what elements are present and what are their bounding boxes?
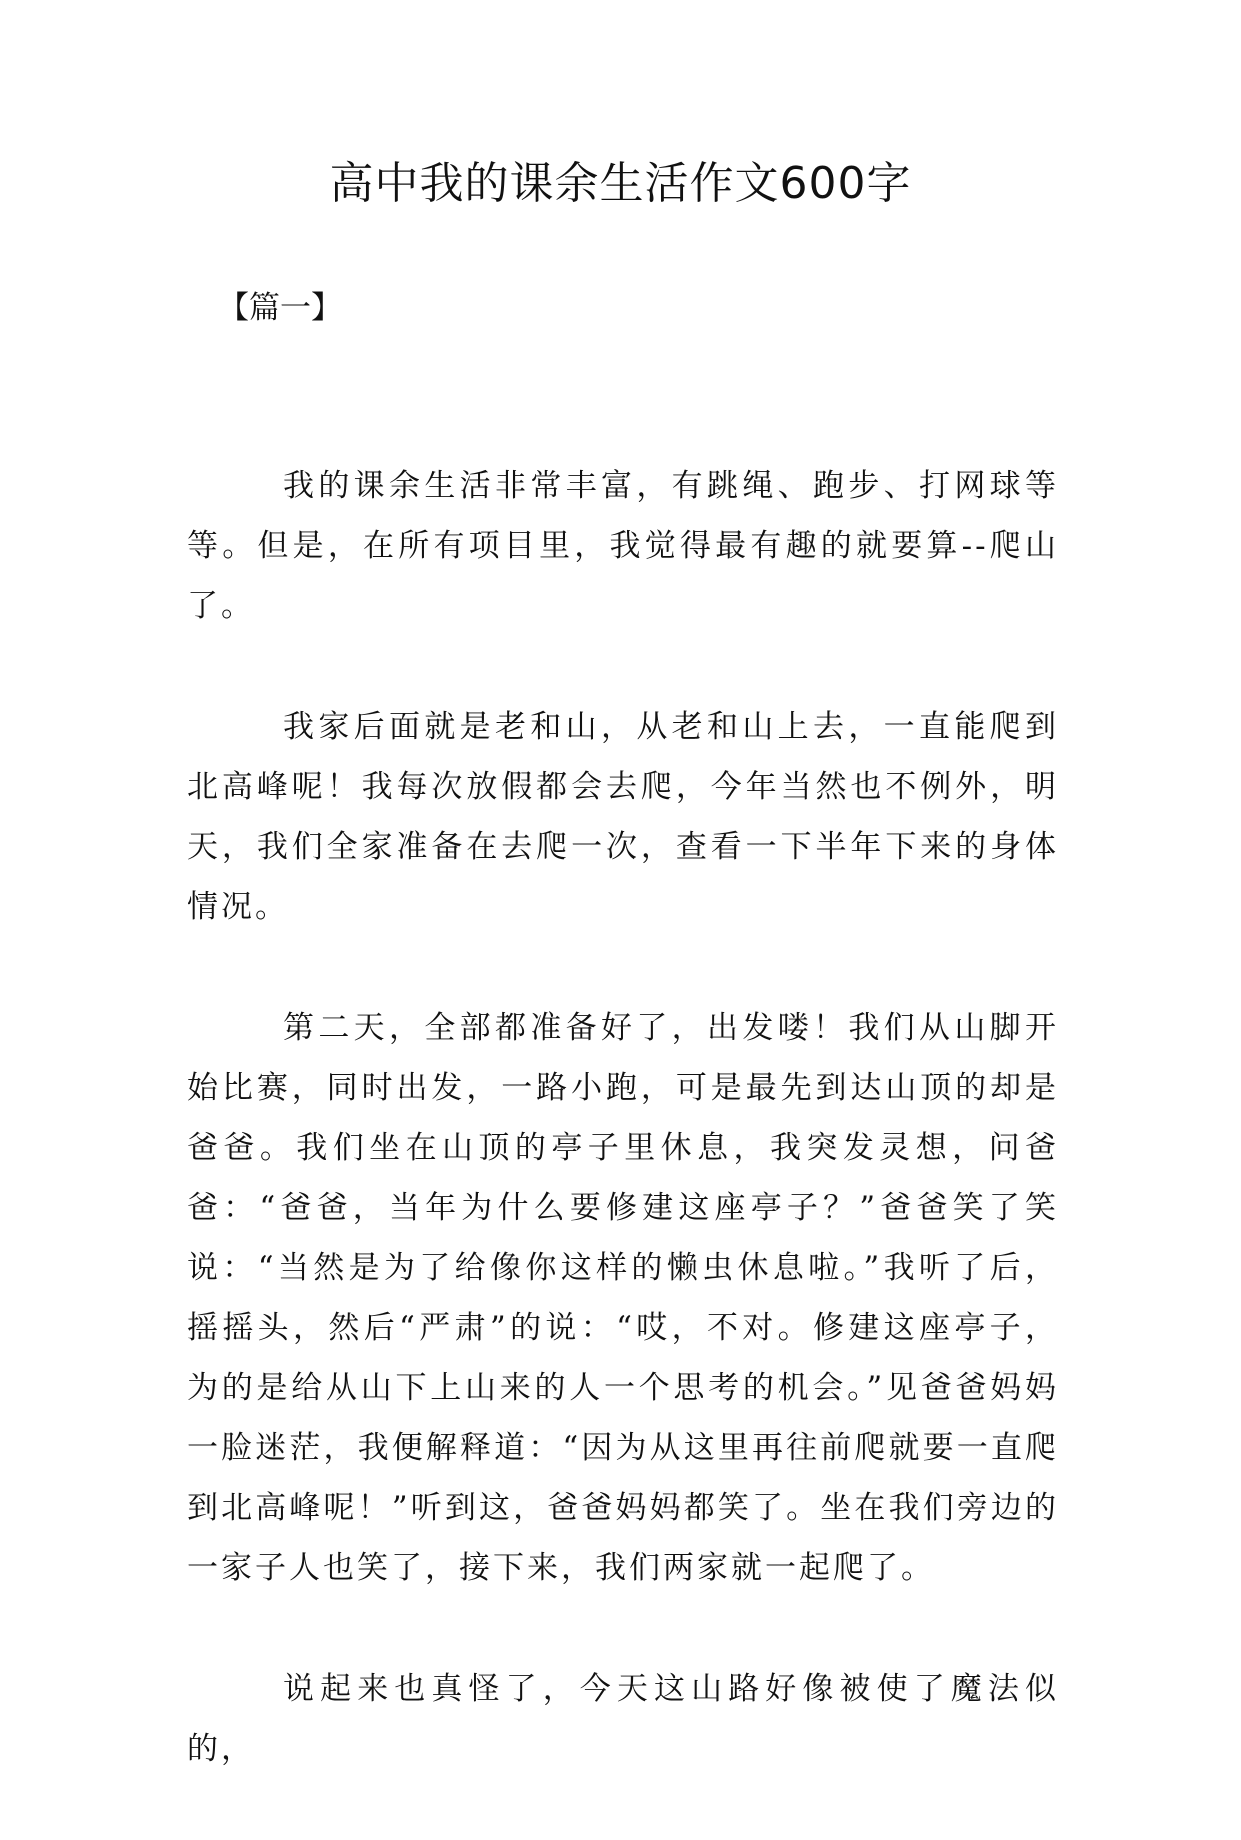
document-title: 高中我的课余生活作文600字 (329, 158, 912, 209)
section-label: 【篇一】 (218, 290, 342, 326)
paragraph: 我的课余生活非常丰富，有跳绳、跑步、打网球等等。但是，在所有项目里，我觉得最有趣的就要算--爬山了。 (187, 468, 1059, 624)
paragraph: 第二天，全部都准备好了，出发喽！我们从山脚开始比赛，同时出发，一路小跑，可是最先到达山顶的却是爸爸。我们坐在山顶的亭子里休息，我突发灵想，问爸爸：“爸爸，当年为什么要修建这座亭子？”爸爸笑了笑说：“当然是为了给像你这样的懒虫休息啦。”我听了后，摇摇头，然后“严肃”的说：“哎，不对。修建这座亭子，为的是给从山下上山来的人一个思考的机会。”见爸爸妈妈一脸迷茫，我便解释道：“因为从这里再往前爬就要一直爬到北高峰呢！”听到这，爸爸妈妈都笑了。坐在我们旁边的一家子人也笑了，接下来，我们两家就一起爬了。 (187, 1010, 1059, 1586)
paragraph: 我家后面就是老和山，从老和山上去，一直能爬到北高峰呢！我每次放假都会去爬，今年当然也不例外，明天，我们全家准备在去爬一次，查看一下半年下来的身体情况。 (187, 709, 1059, 925)
paragraph: 说起来也真怪了，今天这山路好像被使了魔法似的， (187, 1671, 1059, 1767)
document-body (187, 456, 1059, 1840)
